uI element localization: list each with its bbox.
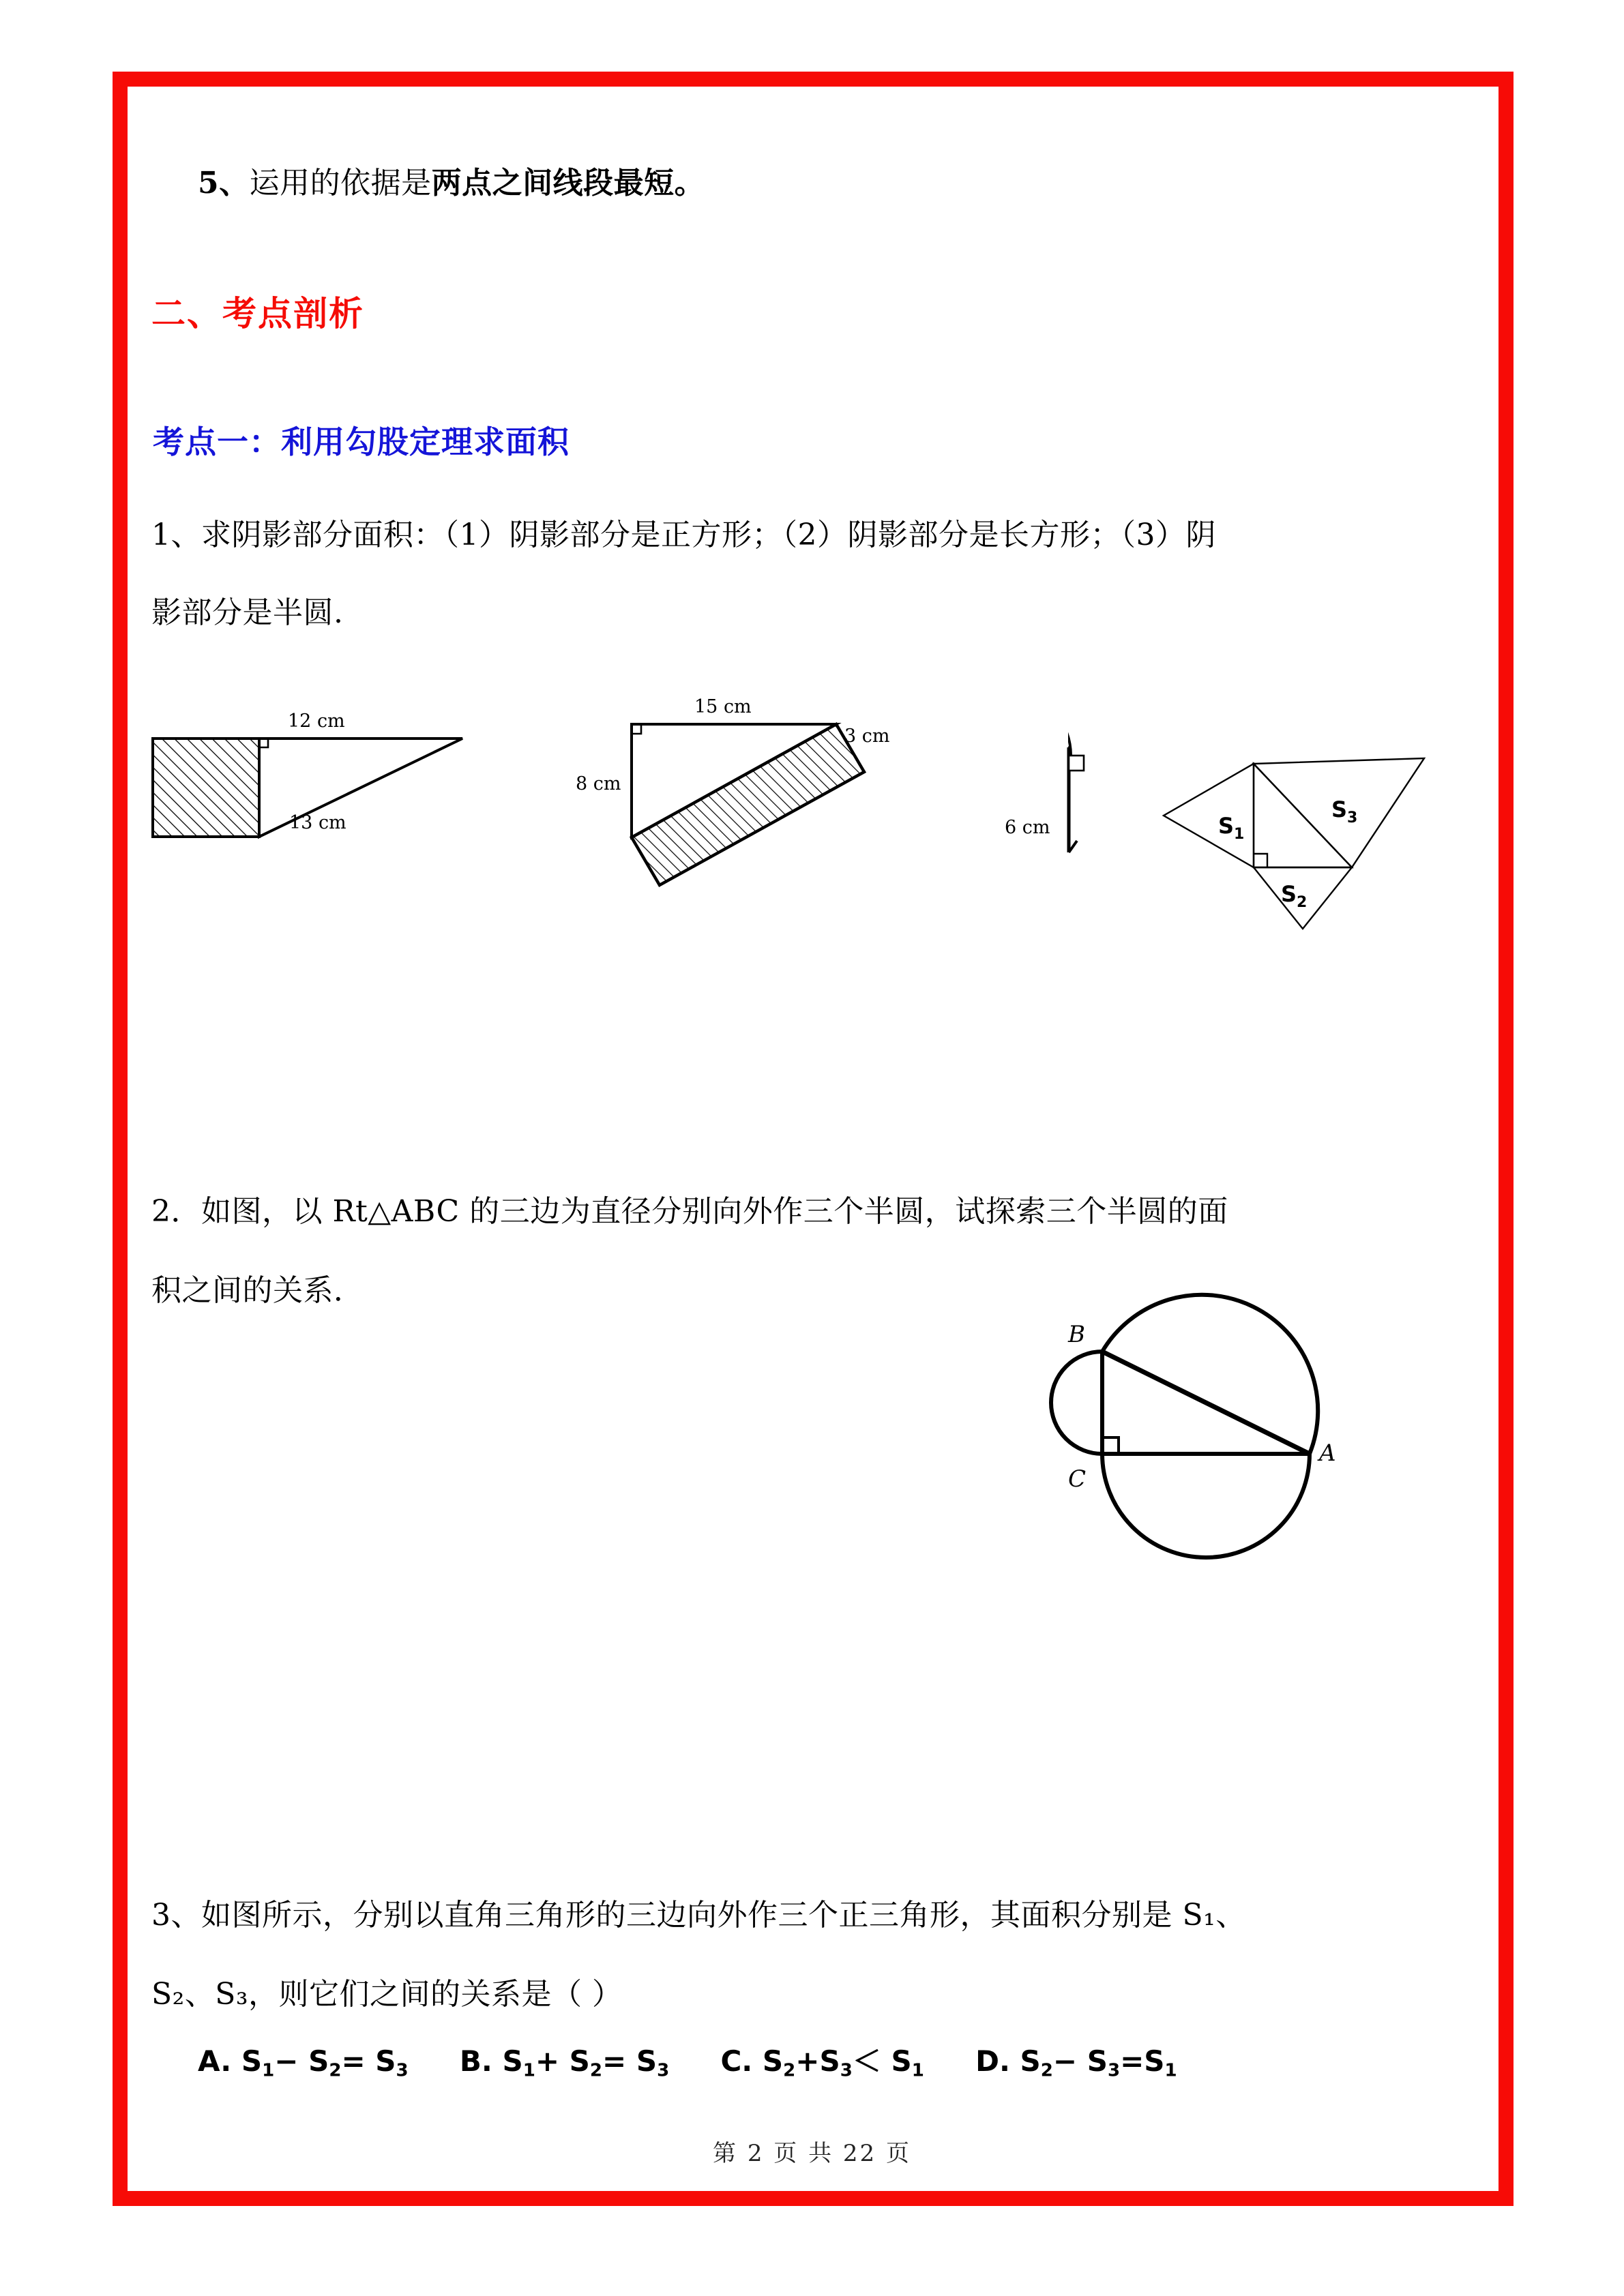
fig3-label-left: 6 cm bbox=[1005, 817, 1050, 838]
option-c[interactable] bbox=[720, 2044, 924, 2081]
figure-1-square-triangle bbox=[136, 689, 518, 846]
q3-options-row bbox=[198, 2039, 1177, 2081]
option-b[interactable] bbox=[459, 2044, 670, 2081]
vertex-label-B: B bbox=[1068, 1321, 1085, 1348]
fig2-label-right: 3 cm bbox=[844, 726, 890, 747]
fig1-label-hyp: 13 cm bbox=[289, 812, 346, 833]
q3-line-1: 3、如图所示，分别以直角三角形的三边向外作三个正三角形，其面积分别是 S₁、 bbox=[151, 1898, 1246, 1933]
q1-line-1: 1、求阴影部分面积：（1）阴影部分是正方形；（2）阴影部分是长方形；（3）阴 bbox=[151, 518, 1216, 552]
option-c-expr: $S_2+S_3< S_1$ bbox=[762, 2044, 924, 2081]
fig2-label-top: 15 cm bbox=[694, 696, 752, 717]
section-heading: 二、考点剖析 bbox=[151, 293, 364, 333]
q1-line-2: 影部分是半圆. bbox=[151, 595, 344, 630]
label-s3: $S_3$ bbox=[1331, 796, 1358, 826]
fig2-label-left: 8 cm bbox=[576, 773, 621, 794]
page-footer: 第 2 页 共 22 页 bbox=[713, 2140, 911, 2167]
red-page-border bbox=[113, 72, 1514, 2206]
figure-2-triangle-rectangle bbox=[566, 689, 948, 886]
topic-heading: 考点一：利用勾股定理求面积 bbox=[153, 423, 570, 460]
vertex-label-C: C bbox=[1068, 1465, 1087, 1493]
q3-line-2: S₂、S₃，则它们之间的关系是（ ） bbox=[151, 1977, 623, 2012]
option-d-letter: D. bbox=[975, 2044, 1010, 2078]
option-a-expr: $S_1- S_2= S_3$ bbox=[241, 2044, 409, 2081]
option-a-letter: A. bbox=[198, 2044, 232, 2078]
option-b-expr: $S_1+ S_2= S_3$ bbox=[502, 2044, 670, 2081]
label-s2: $S_2$ bbox=[1281, 881, 1308, 911]
option-d[interactable] bbox=[975, 2044, 1177, 2081]
option-b-letter: B. bbox=[459, 2044, 492, 2078]
q2-line-2: 积之间的关系． bbox=[151, 1273, 364, 1308]
item-5-normal-text: 运用的依据是 bbox=[249, 166, 432, 200]
item-5-line bbox=[198, 158, 705, 202]
option-c-letter: C. bbox=[720, 2044, 753, 2078]
vertex-label-A: A bbox=[1319, 1440, 1336, 1467]
item-5-bold-text: 两点之间线段最短。 bbox=[431, 166, 705, 200]
q2-line-1: 2．如图，以 Rt△ABC 的三边为直径分别向外作三个半圆，试探索三个半圆的面 bbox=[151, 1194, 1228, 1229]
item-5-number: 5、 bbox=[198, 166, 250, 200]
label-s1: $S_1$ bbox=[1218, 813, 1245, 843]
fig1-label-top: 12 cm bbox=[288, 711, 345, 732]
figure-equilateral-triangles bbox=[1153, 743, 1453, 948]
figure-three-semicircles bbox=[989, 1282, 1344, 1555]
option-d-expr: $S_2- S_3=S_1$ bbox=[1020, 2044, 1177, 2081]
option-a[interactable] bbox=[198, 2044, 409, 2081]
figure-3-clipped-semicircle bbox=[992, 682, 1170, 880]
